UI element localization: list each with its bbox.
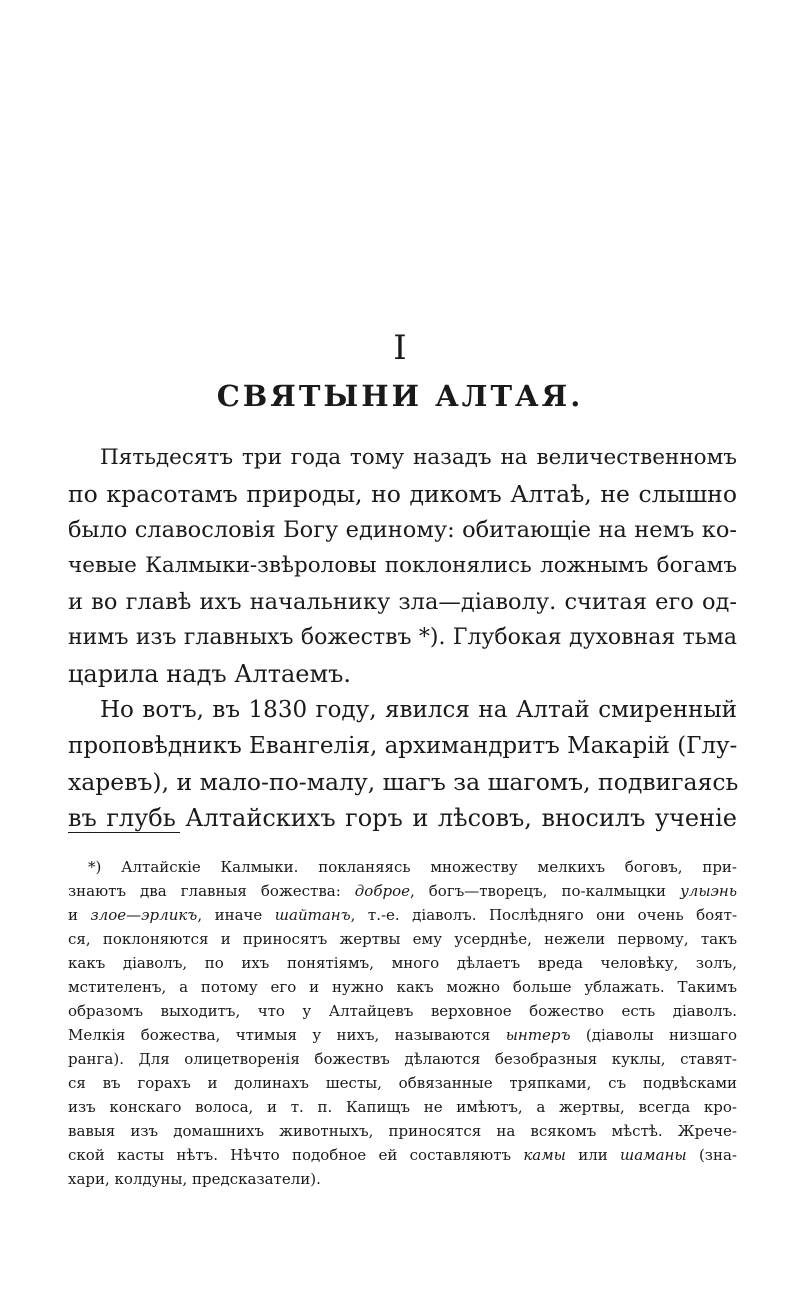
footnote-line bbox=[68, 880, 737, 902]
footnote-line: хари, колдуны, предсказатели). bbox=[68, 1170, 321, 1188]
footnote-text: , иначе bbox=[197, 906, 275, 924]
body-line: Но вотъ, въ 1830 году, явился на Алтай смиренный bbox=[100, 697, 737, 723]
footnote-line: изъ конскаго волоса, и т. п. Капищъ не имѣютъ, а жертвы, всегда кро- bbox=[68, 1098, 737, 1116]
footnote-italic: камы bbox=[523, 1146, 566, 1164]
body-line: было славословія Богу единому: обитающіе на немъ ко- bbox=[68, 517, 737, 543]
footnote-line: ся въ горахъ и долинахъ шесты, обвязанные тряпками, съ подвѣсками bbox=[68, 1074, 737, 1092]
body-line: Пятьдесятъ три года тому назадъ на величественномъ bbox=[100, 445, 737, 470]
footnote-line: ранга). Для олицетворенія божествъ дѣлаются безобразныя куклы, ставят- bbox=[68, 1050, 737, 1068]
footnote-italic: шайтанъ bbox=[274, 906, 351, 924]
footnote-text: и bbox=[68, 906, 91, 924]
footnote-text: ской касты нѣтъ. Нѣчто подобное ей составляютъ bbox=[68, 1146, 524, 1164]
chapter-number: I bbox=[393, 328, 407, 368]
body-line: царила надъ Алтаемъ. bbox=[68, 660, 352, 688]
body-line: нимъ изъ главныхъ божествъ *). Глубокая духовная тьма bbox=[68, 625, 737, 650]
footnote-line: вавыя изъ домашнихъ животныхъ, приносятся на всякомъ мѣстѣ. Жрече- bbox=[68, 1122, 737, 1140]
footnote-text: (зна- bbox=[686, 1146, 737, 1164]
footnote-italic: злое—эрликъ bbox=[90, 906, 198, 924]
body-line: по красотамъ природы, но дикомъ Алтаѣ, не слышно bbox=[68, 480, 737, 508]
footnote-line: образомъ выходитъ, что у Алтайцевъ верховное божество есть діаволъ. bbox=[68, 1002, 737, 1020]
body-line: проповѣдникъ Евангелія, архимандритъ Макарій (Глу- bbox=[68, 733, 738, 759]
footnote-rule bbox=[68, 832, 180, 833]
footnote-text: , т.-е. діаволъ. Послѣдняго они очень боят- bbox=[350, 906, 738, 924]
body-line: чевые Калмыки-звѣроловы поклонялись ложнымъ богамъ bbox=[68, 553, 737, 578]
body-line: въ глубь Алтайскихъ горъ и лѣсовъ, вносилъ ученіе bbox=[68, 804, 737, 832]
footnote-line bbox=[68, 1144, 737, 1166]
footnote-text: знаютъ два главныя божества: bbox=[68, 882, 355, 900]
footnote-text: или bbox=[565, 1146, 621, 1164]
footnote-italic: улыэнь bbox=[680, 882, 737, 900]
chapter-title: СВЯТЫНИ АЛТАЯ. bbox=[216, 379, 584, 413]
footnote-line bbox=[68, 1024, 737, 1046]
footnote-text: , богъ—творецъ, по-калмыцки bbox=[409, 882, 681, 900]
footnote-italic: ынтеръ bbox=[505, 1026, 571, 1044]
footnote-italic: доброе bbox=[354, 882, 410, 900]
footnote-text: Мелкія божества, чтимыя у нихъ, называются bbox=[68, 1026, 506, 1044]
footnote-line bbox=[68, 904, 737, 926]
footnote-text: (діаволы низшаго bbox=[570, 1026, 737, 1044]
footnote-line: какъ діаволъ, по ихъ понятіямъ, много дѣлаетъ вреда человѣку, золъ, bbox=[68, 954, 737, 972]
footnote-italic: шаманы bbox=[620, 1146, 687, 1164]
body-line: и во главѣ ихъ начальнику зла—діаволу. считая его од- bbox=[68, 589, 737, 615]
body-line: харевъ), и мало-по-малу, шагъ за шагомъ, подвигаясь bbox=[68, 768, 739, 796]
footnote-line: *) Алтайскіе Калмыки. покланяясь множеству мелкихъ боговъ, при- bbox=[88, 858, 737, 876]
footnote-line: ся, поклоняются и приносятъ жертвы ему усерднѣе, нежели первому, такъ bbox=[68, 930, 737, 948]
footnote-line: мстителенъ, а потому его и нужно какъ можно больше ублажать. Такимъ bbox=[68, 978, 737, 996]
